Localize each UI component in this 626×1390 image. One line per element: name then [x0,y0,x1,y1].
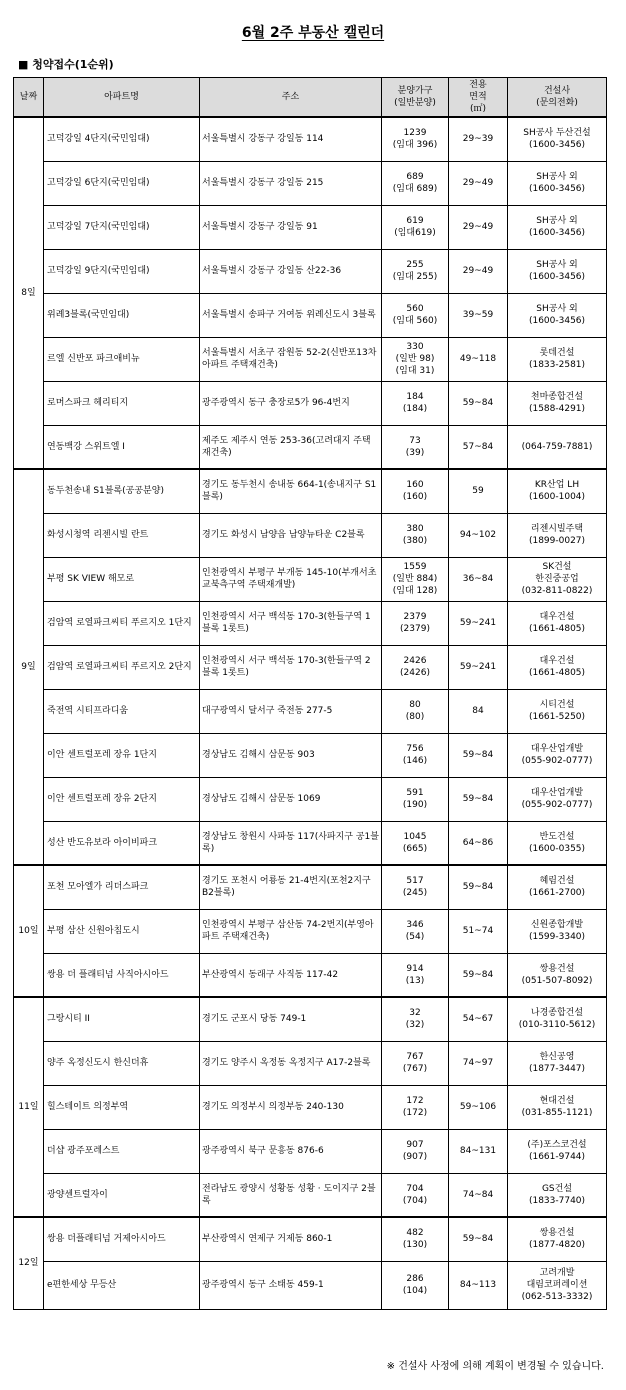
table-row [14,689,607,733]
units-cell: 767 (767) [382,1041,449,1085]
calendar-table [13,77,607,1310]
addr-cell: 경상남도 김해시 삼문동 903 [200,733,382,777]
units-cell: 1559 (일반 884) (임대 128) [382,557,449,601]
builder-cell: 대우건설 (1661-4805) [508,645,607,689]
table-row [14,249,607,293]
header-name: 아파트명 [44,78,200,118]
units-cell: 2426 (2426) [382,645,449,689]
builder-cell: GS건설 (1833-7740) [508,1173,607,1217]
page-title [0,22,626,42]
table-row [14,513,607,557]
date-cell: 11일 [14,997,44,1217]
name-cell: 쌍용 더플래티넘 거제아시아드 [44,1217,200,1261]
table-row [14,1261,607,1309]
footnote: ※ 건설사 사정에 의해 계획이 변경될 수 있습니다. [386,1361,604,1372]
addr-cell: 광주광역시 북구 문흥동 876-6 [200,1129,382,1173]
area-cell: 74~97 [449,1041,508,1085]
table-row [14,1041,607,1085]
area-cell: 51~74 [449,909,508,953]
units-cell: 160 (160) [382,469,449,513]
table-row [14,425,607,469]
units-cell: 591 (190) [382,777,449,821]
area-cell: 57~84 [449,425,508,469]
builder-cell: 리젠시빌주택 (1899-0027) [508,513,607,557]
name-cell: 힐스테이트 의정부역 [44,1085,200,1129]
addr-cell: 경기도 포천시 어룡동 21-4번지(포천2지구 B2블록) [200,865,382,909]
name-cell: 고덕강일 7단지(국민임대) [44,205,200,249]
area-cell: 29~39 [449,117,508,161]
table-row [14,293,607,337]
addr-cell: 경기도 군포시 당동 749-1 [200,997,382,1041]
builder-cell: SH공사 두산건설 (1600-3456) [508,117,607,161]
builder-cell: 나경종합건설 (010-3110-5612) [508,997,607,1041]
name-cell: 쌍용 더 플래티넘 사직아시아드 [44,953,200,997]
name-cell: 성산 반도유보라 아이비파크 [44,821,200,865]
name-cell: 광양센트럴자이 [44,1173,200,1217]
table-row [14,645,607,689]
addr-cell: 인천광역시 서구 백석동 170-3(한들구역 2블록 1롯트) [200,645,382,689]
units-cell: 172 (172) [382,1085,449,1129]
units-cell: 482 (130) [382,1217,449,1261]
area-cell: 64~86 [449,821,508,865]
addr-cell: 경상남도 김해시 삼문동 1069 [200,777,382,821]
table-row [14,777,607,821]
area-cell: 49~118 [449,337,508,381]
units-cell: 517 (245) [382,865,449,909]
units-cell: 907 (907) [382,1129,449,1173]
units-cell: 380 (380) [382,513,449,557]
table-row [14,557,607,601]
addr-cell: 인천광역시 부평구 삼산동 74-2번지(부영아파트 주택재건축) [200,909,382,953]
builder-cell: 시티건설 (1661-5250) [508,689,607,733]
addr-cell: 부산광역시 연제구 거제동 860-1 [200,1217,382,1261]
header-units: 분양가구 (일반분양) [382,78,449,118]
units-cell: 286 (104) [382,1261,449,1309]
units-cell: 255 (임대 255) [382,249,449,293]
addr-cell: 경기도 의정부시 의정부동 240-130 [200,1085,382,1129]
addr-cell: 전라남도 광양시 성황동 성황 · 도이지구 2블록 [200,1173,382,1217]
addr-cell: 경기도 동두천시 송내동 664-1(송내지구 S1블록) [200,469,382,513]
section-heading: ■ 청약접수(1순위) [18,58,114,71]
builder-cell: 신원종합개발 (1599-3340) [508,909,607,953]
area-cell: 59~84 [449,733,508,777]
builder-cell: KR산업 LH (1600-1004) [508,469,607,513]
builder-cell: (주)포스코건설 (1661-9744) [508,1129,607,1173]
name-cell: 더샵 광주포레스트 [44,1129,200,1173]
table-row [14,1217,607,1261]
builder-cell: 반도건설 (1600-0355) [508,821,607,865]
builder-cell: SH공사 외 (1600-3456) [508,205,607,249]
area-cell: 94~102 [449,513,508,557]
date-cell: 12일 [14,1217,44,1309]
units-cell: 2379 (2379) [382,601,449,645]
units-cell: 32 (32) [382,997,449,1041]
name-cell: 위례3블록(국민임대) [44,293,200,337]
units-cell: 914 (13) [382,953,449,997]
name-cell: 고덕강일 6단지(국민임대) [44,161,200,205]
area-cell: 59~241 [449,645,508,689]
area-cell: 74~84 [449,1173,508,1217]
date-cell: 10일 [14,865,44,997]
builder-cell: 현대건설 (031-855-1121) [508,1085,607,1129]
name-cell: e편한세상 무등산 [44,1261,200,1309]
name-cell: 연동백강 스위트엘 I [44,425,200,469]
name-cell: 고덕강일 9단지(국민임대) [44,249,200,293]
units-cell: 1239 (임대 396) [382,117,449,161]
area-cell: 59~84 [449,953,508,997]
table-row [14,337,607,381]
area-cell: 59~84 [449,381,508,425]
addr-cell: 제주도 제주시 연동 253-36(고려대지 주택재건축) [200,425,382,469]
addr-cell: 대구광역시 달서구 죽전동 277-5 [200,689,382,733]
name-cell: 화성시청역 리젠시빌 란트 [44,513,200,557]
builder-cell: 대우산업개발 (055-902-0777) [508,777,607,821]
builder-cell: SK건설 한진중공업 (032-811-0822) [508,557,607,601]
builder-cell: 천마종합건설 (1588-4291) [508,381,607,425]
area-cell: 59~84 [449,777,508,821]
addr-cell: 경상남도 창원시 사파동 117(사파지구 공1블록) [200,821,382,865]
table-body [14,117,607,1309]
header-builder: 건설사 (문의전화) [508,78,607,118]
title-text: 6월 2주 부동산 캘린더 [241,25,385,41]
units-cell: 619 (임대619) [382,205,449,249]
table-row [14,1085,607,1129]
builder-cell: (064-759-7881) [508,425,607,469]
builder-cell: 고려개발 대림코퍼레이션 (062-513-3332) [508,1261,607,1309]
addr-cell: 서울특별시 강동구 강일동 91 [200,205,382,249]
name-cell: 동두천송내 S1블록(공공분양) [44,469,200,513]
name-cell: 르엘 신반포 파크애비뉴 [44,337,200,381]
table-row [14,1129,607,1173]
name-cell: 그랑시티 II [44,997,200,1041]
units-cell: 80 (80) [382,689,449,733]
name-cell: 고덕강일 4단지(국민임대) [44,117,200,161]
area-cell: 54~67 [449,997,508,1041]
area-cell: 29~49 [449,161,508,205]
table-row [14,865,607,909]
name-cell: 양주 옥정신도시 한신더휴 [44,1041,200,1085]
name-cell: 죽전역 시티프라디움 [44,689,200,733]
area-cell: 84 [449,689,508,733]
table-header [14,78,607,118]
table-row [14,117,607,161]
table-row [14,997,607,1041]
name-cell: 로머스파크 헤리티지 [44,381,200,425]
table-row [14,601,607,645]
builder-cell: 혜림건설 (1661-2700) [508,865,607,909]
addr-cell: 서울특별시 송파구 거여동 위례신도시 3블록 [200,293,382,337]
units-cell: 346 (54) [382,909,449,953]
addr-cell: 광주광역시 동구 충장로5가 96-4번지 [200,381,382,425]
area-cell: 29~49 [449,205,508,249]
units-cell: 560 (임대 560) [382,293,449,337]
area-cell: 59~241 [449,601,508,645]
table-row [14,161,607,205]
addr-cell: 인천광역시 서구 백석동 170-3(한들구역 1블록 1롯트) [200,601,382,645]
area-cell: 84~113 [449,1261,508,1309]
area-cell: 59~106 [449,1085,508,1129]
builder-cell: 대우산업개발 (055-902-0777) [508,733,607,777]
table-row [14,381,607,425]
area-cell: 36~84 [449,557,508,601]
units-cell: 756 (146) [382,733,449,777]
name-cell: 부평 삼산 신원아침도시 [44,909,200,953]
header-area: 전용 면적 (㎡) [449,78,508,118]
builder-cell: SH공사 외 (1600-3456) [508,161,607,205]
addr-cell: 서울특별시 강동구 강일동 114 [200,117,382,161]
units-cell: 330 (일반 98) (임대 31) [382,337,449,381]
builder-cell: 대우건설 (1661-4805) [508,601,607,645]
builder-cell: 쌍용건설 (1877-4820) [508,1217,607,1261]
addr-cell: 서울특별시 서초구 잠원동 52-2(신반포13차아파트 주택재건축) [200,337,382,381]
units-cell: 1045 (665) [382,821,449,865]
date-cell: 9일 [14,469,44,865]
name-cell: 검암역 로열파크씨티 푸르지오 2단지 [44,645,200,689]
name-cell: 부평 SK VIEW 해모로 [44,557,200,601]
name-cell: 포천 모아엘가 리더스파크 [44,865,200,909]
table-row [14,1173,607,1217]
date-cell: 8일 [14,117,44,469]
builder-cell: 쌍용건설 (051-507-8092) [508,953,607,997]
area-cell: 59~84 [449,1217,508,1261]
builder-cell: 한신공영 (1877-3447) [508,1041,607,1085]
name-cell: 검암역 로열파크씨티 푸르지오 1단지 [44,601,200,645]
table-row [14,469,607,513]
table-row [14,909,607,953]
units-cell: 184 (184) [382,381,449,425]
name-cell: 이안 센트럴포레 장유 2단지 [44,777,200,821]
area-cell: 39~59 [449,293,508,337]
addr-cell: 서울특별시 강동구 강일동 215 [200,161,382,205]
addr-cell: 서울특별시 강동구 강일동 산22-36 [200,249,382,293]
addr-cell: 경기도 양주시 옥정동 옥정지구 A17-2블록 [200,1041,382,1085]
units-cell: 73 (39) [382,425,449,469]
addr-cell: 인천광역시 부평구 부개동 145-10(부개서초교북측구역 주택재개발) [200,557,382,601]
builder-cell: SH공사 외 (1600-3456) [508,293,607,337]
units-cell: 704 (704) [382,1173,449,1217]
addr-cell: 광주광역시 동구 소태동 459-1 [200,1261,382,1309]
units-cell: 689 (임대 689) [382,161,449,205]
builder-cell: 롯데건설 (1833-2581) [508,337,607,381]
header-date: 날짜 [14,78,44,118]
table-row [14,733,607,777]
name-cell: 이안 센트럴포레 장유 1단지 [44,733,200,777]
table-row [14,953,607,997]
area-cell: 29~49 [449,249,508,293]
header-addr: 주소 [200,78,382,118]
area-cell: 59~84 [449,865,508,909]
table-row [14,205,607,249]
area-cell: 84~131 [449,1129,508,1173]
builder-cell: SH공사 외 (1600-3456) [508,249,607,293]
addr-cell: 부산광역시 동래구 사직동 117-42 [200,953,382,997]
table-row [14,821,607,865]
addr-cell: 경기도 화성시 남양읍 남양뉴타운 C2블록 [200,513,382,557]
area-cell: 59 [449,469,508,513]
